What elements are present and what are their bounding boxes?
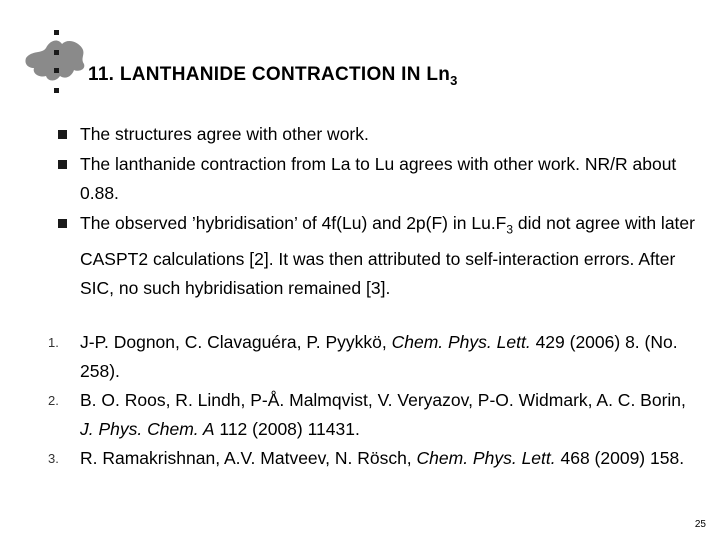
- reference-number: 1.: [48, 335, 59, 350]
- bullet-item: The observed ’hybridisation’ of 4f(Lu) and 2p(F) in $Lu.F_3$ did not agree with later CASPT2 calculations [2]. It was then attributed to self-interaction errors. After SIC, no such hybridisation remained [3].: [58, 209, 698, 303]
- bullet-marker-icon: [58, 160, 67, 169]
- reference-number: 2.: [48, 393, 59, 408]
- reference-item: 1. J-P. Dognon, C. Clavaguéra, P. Pyykkö, Chem. Phys. Lett. 429 (2006) 8. (No. 258).: [48, 328, 698, 386]
- logo-dot: [54, 88, 59, 93]
- university-logo: [22, 28, 88, 98]
- logo-dot: [54, 30, 59, 35]
- reference-number: 3.: [48, 451, 59, 466]
- bullet-marker-icon: [58, 219, 67, 228]
- page-number: 25: [694, 519, 706, 530]
- reference-item: 3. R. Ramakrishnan, A.V. Matveev, N. Rösch, Chem. Phys. Lett. 468 (2009) 158.: [48, 444, 698, 473]
- bullet-item: The structures agree with other work.: [58, 120, 698, 149]
- bullet-list: [58, 120, 698, 304]
- reference-list: [48, 328, 698, 473]
- logo-dot: [54, 68, 59, 73]
- slide-title: 11. LANTHANIDE CONTRACTION IN $Ln_3$: [88, 64, 458, 88]
- logo-emblem-shape: [25, 41, 84, 81]
- bullet-marker-icon: [58, 130, 67, 139]
- logo-dot: [54, 50, 59, 55]
- bullet-item: The lanthanide contraction from La to Lu agrees with other work. NR/R about 0.88.: [58, 150, 698, 208]
- reference-item: 2. B. O. Roos, R. Lindh, P-Å. Malmqvist, V. Veryazov, P-O. Widmark, A. C. Borin, J. Phys. Chem. A 112 (2008) 11431.: [48, 386, 698, 444]
